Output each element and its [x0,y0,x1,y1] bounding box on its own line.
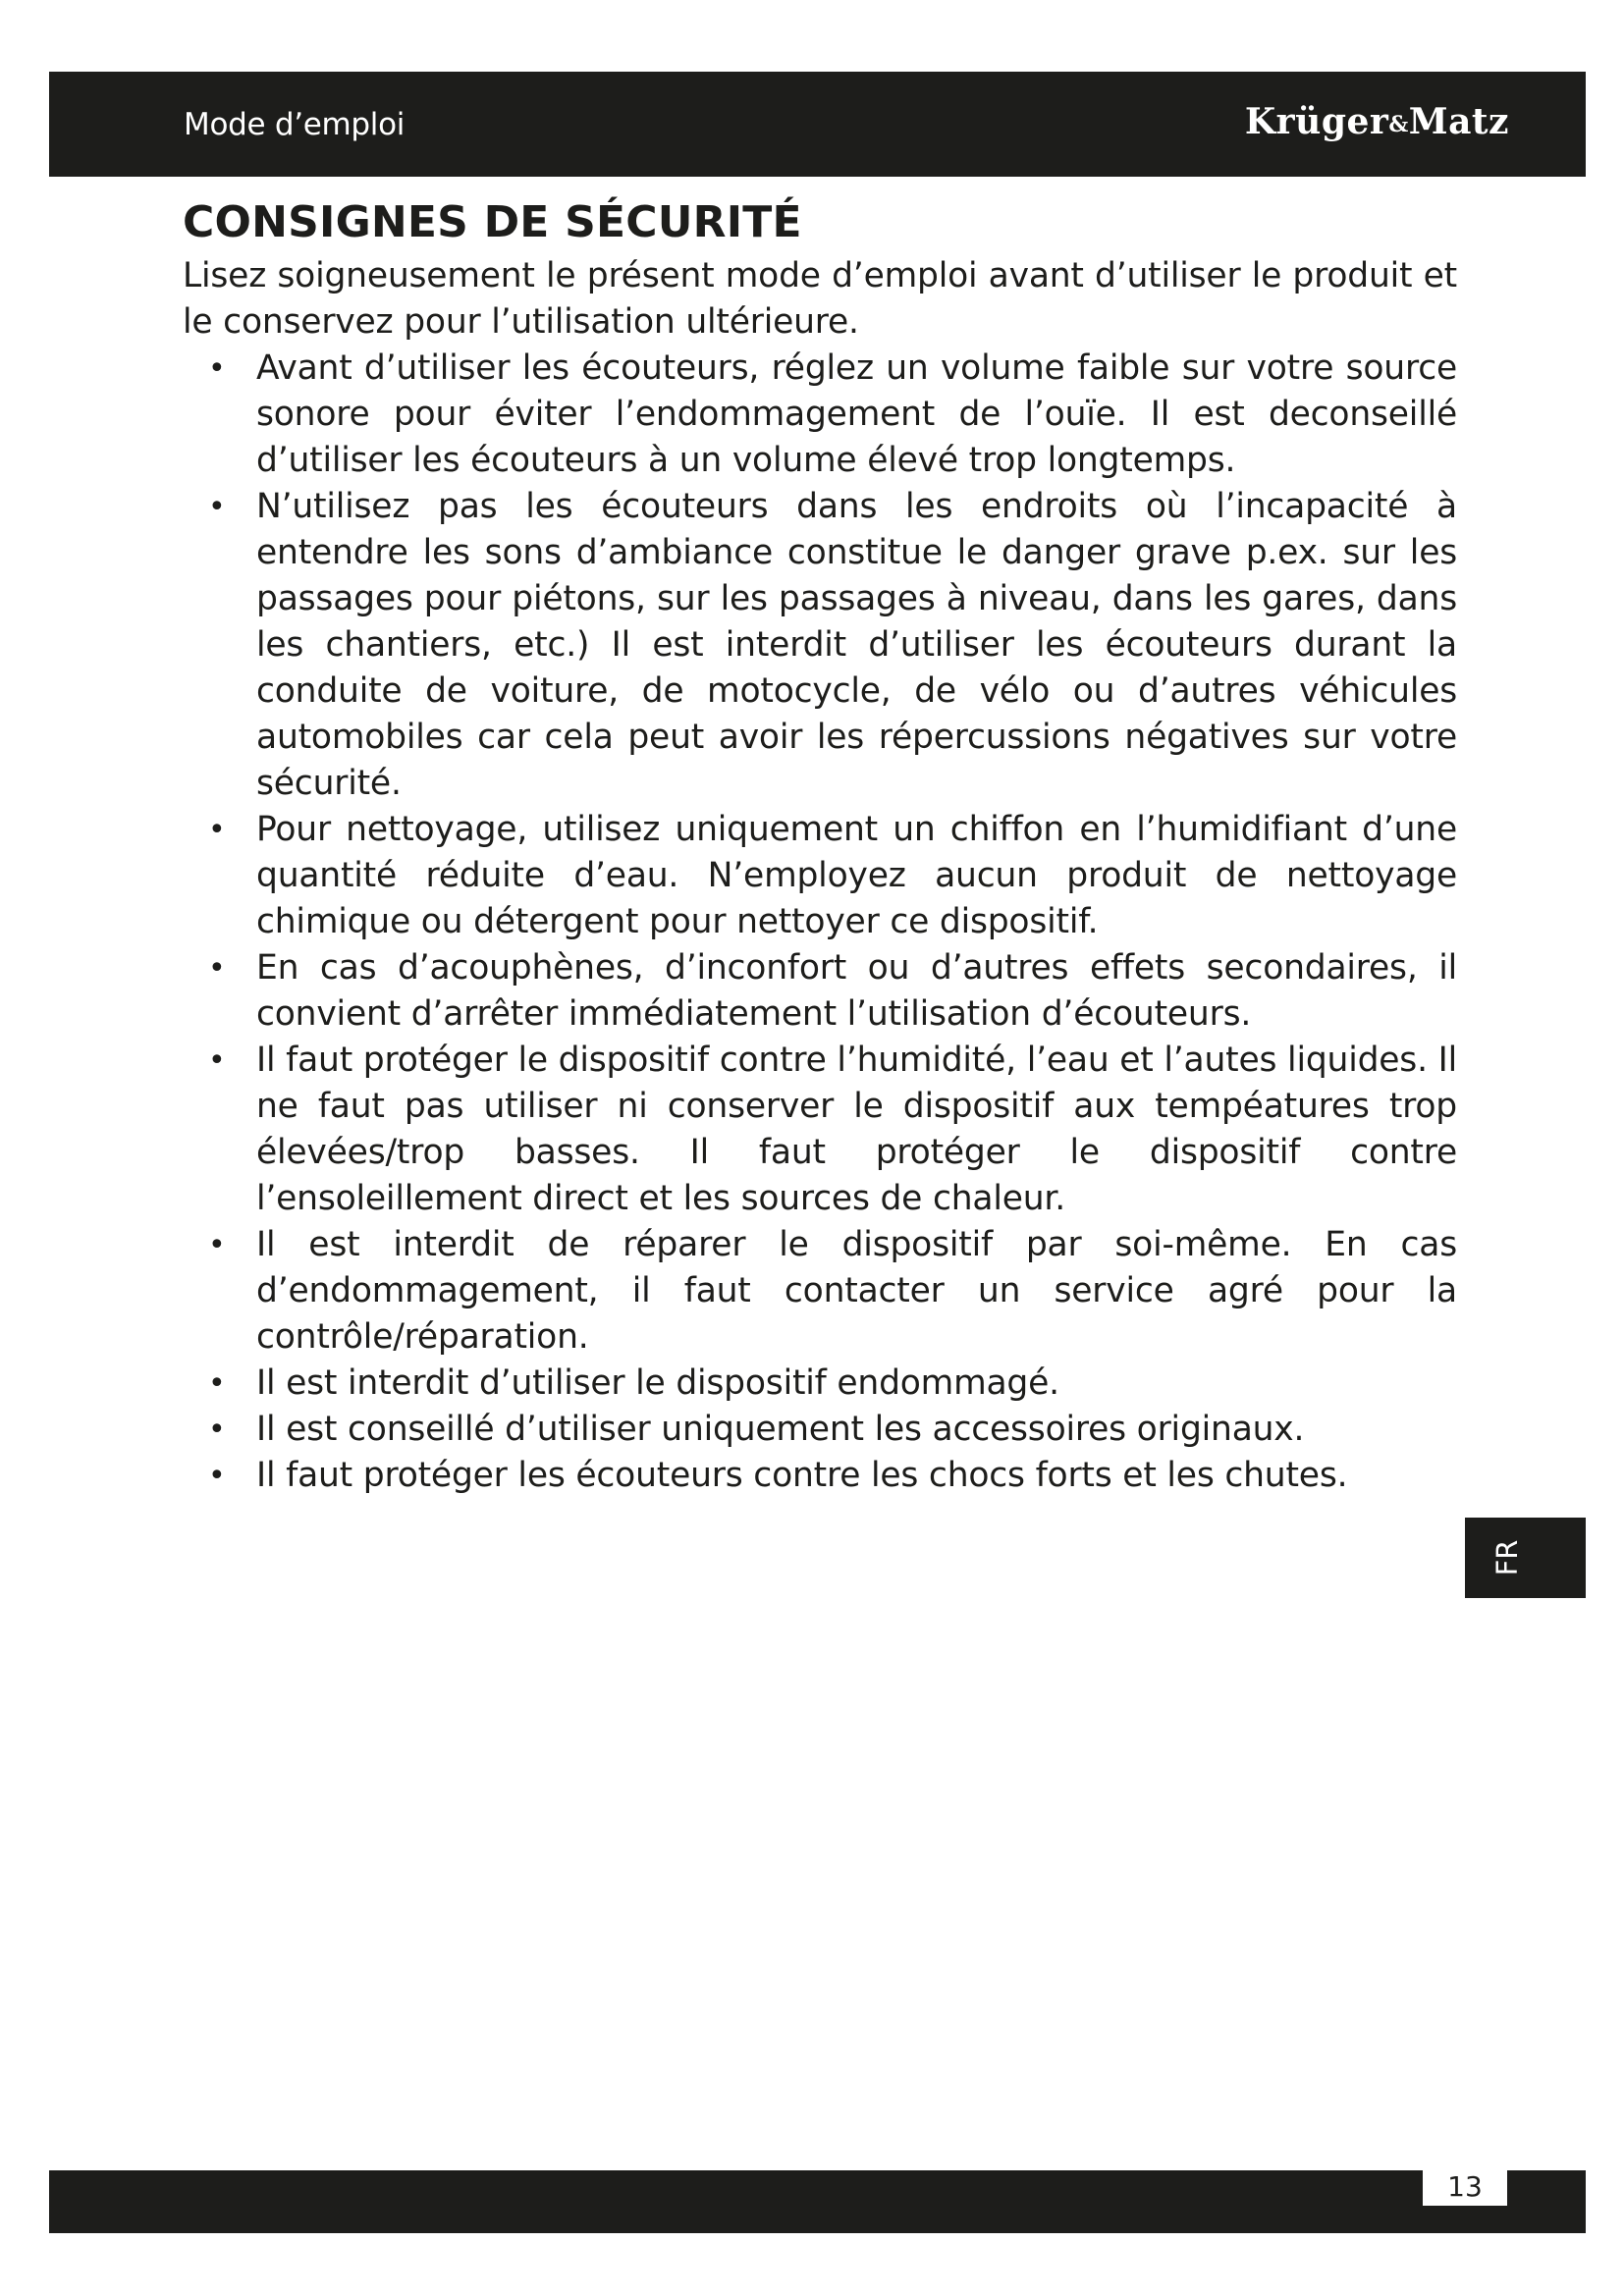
page-number: 13 [1447,2170,1483,2203]
intro-paragraph: Lisez soigneusement le présent mode d’emploi avant d’utiliser le produit et le conservez pour l’utilisation ultérieure. [183,256,1457,342]
brand-logo [1245,101,1509,142]
list-item [183,945,1457,1038]
list-item-text: Il est interdit de réparer le dispositif par soi-même. En cas d’endommagement, il faut contacter un service agré pour la contrôle/réparation. [256,1225,1457,1357]
header-bar [49,72,1586,177]
language-tab [1465,1518,1586,1598]
brand-ampersand: & [1388,112,1409,137]
list-item-text: Pour nettoyage, utilisez uniquement un chiffon en l’humidifiant d’une quantité réduite d’eau. N’employez aucun produit de nettoyage chimique ou détergent pour nettoyer ce dispositif. [256,810,1457,941]
list-item-text: Il faut protéger les écouteurs contre les chocs forts et les chutes. [256,1456,1348,1495]
list-item-text: Il faut protéger le dispositif contre l’humidité, l’eau et l’autes liquides. Il ne faut pas utiliser ni conserver le dispositif aux tempéatures trop élevées/trop basses. Il faut protéger le dispositif contre l’ensoleillement direct et les sources de chaleur. [256,1041,1457,1218]
list-item [183,484,1457,807]
safety-content [183,192,1457,1499]
list-item-text: Avant d’utiliser les écouteurs, réglez un volume faible sur votre source sonore pour éviter l’endommagement de l’ouïe. Il est deconseillé d’utiliser les écouteurs à un volume élevé trop longtemps. [256,348,1457,480]
bullet-icon: • [208,1043,226,1078]
page-title: CONSIGNES DE SÉCURITÉ [183,197,802,247]
list-item-text: Il est interdit d’utiliser le dispositif endommagé. [256,1363,1059,1403]
bullet-icon: • [208,813,226,847]
safety-list [183,346,1457,1499]
bullet-icon: • [208,951,226,986]
bullet-icon: • [208,490,226,524]
brand-name-part1: Krüger [1244,101,1389,142]
list-item [183,1453,1457,1499]
list-item [183,807,1457,945]
list-item [183,1222,1457,1361]
list-item-text: En cas d’acouphènes, d’inconfort ou d’autres effets secondaires, il convient d’arrêter immédiatement l’utilisation d’écouteurs. [256,948,1457,1034]
bullet-icon: • [208,1413,226,1447]
bullet-icon: • [208,1459,226,1493]
list-item-text: Il est conseillé d’utiliser uniquement les accessoires originaux. [256,1410,1305,1449]
language-label: FR [1490,1539,1524,1576]
manual-label: Mode d’emploi [184,107,406,142]
bullet-icon: • [208,1366,226,1401]
footer-bar [49,2170,1586,2233]
page-number-box [1423,2170,1507,2206]
bullet-icon: • [208,1228,226,1262]
list-item [183,1038,1457,1222]
list-item [183,346,1457,484]
list-item [183,1407,1457,1453]
bullet-icon: • [208,351,226,386]
brand-name-part2: Matz [1408,101,1509,142]
list-item-text: N’utilisez pas les écouteurs dans les endroits où l’incapacité à entendre les sons d’ambiance constitue le danger grave p.ex. sur les passages pour piétons, sur les passages à niveau, dans les gares, dans les chantiers, etc.) Il est interdit d’utiliser les écouteurs durant la conduite de voiture, de motocycle, de vélo ou d’autres véhicules automobiles car cela peut avoir les répercussions négatives sur votre sécurité. [256,487,1457,803]
list-item [183,1361,1457,1407]
